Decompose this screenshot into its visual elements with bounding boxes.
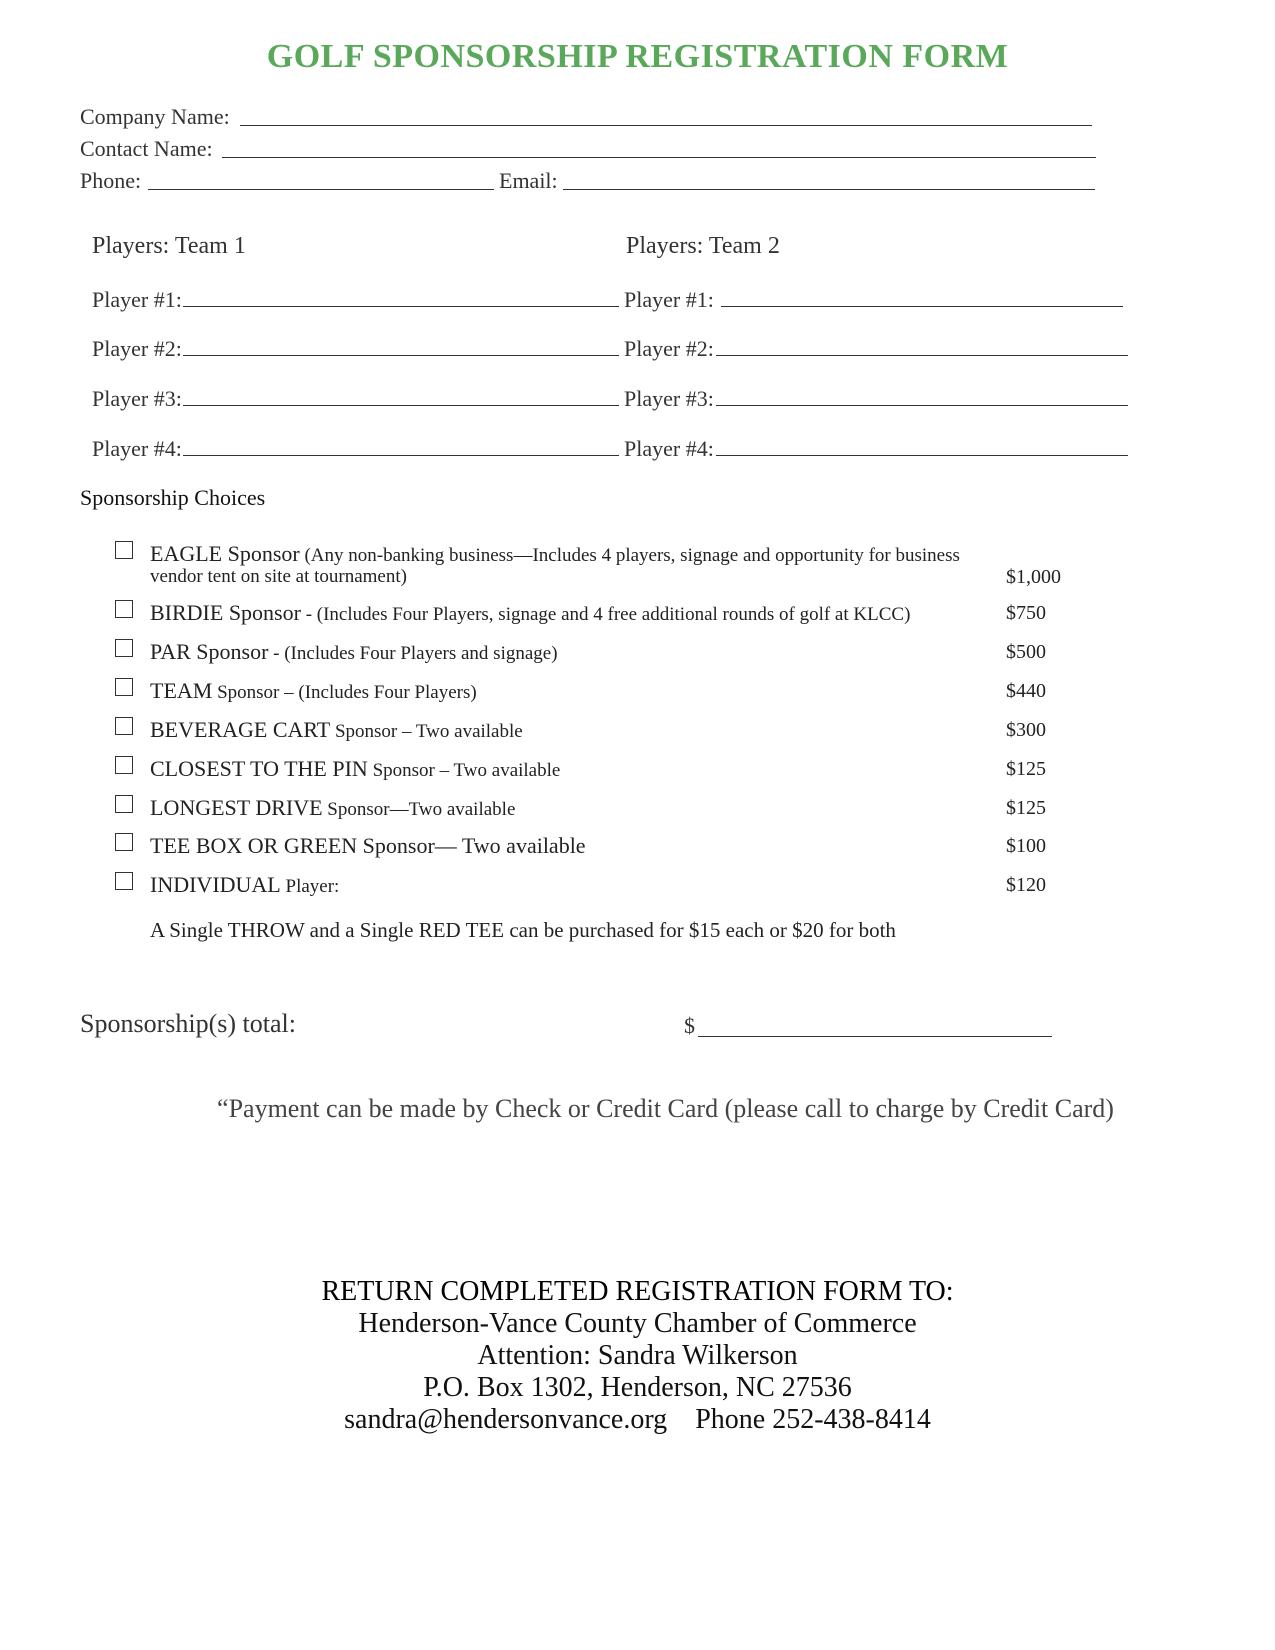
tee-box-option [150, 833, 586, 859]
team2-player-4-field[interactable] [716, 455, 1128, 456]
tee-box-price: $100 [1006, 835, 1046, 857]
birdie-checkbox[interactable] [115, 600, 133, 618]
longest-drive-name: LONGEST DRIVE [150, 795, 323, 820]
closest-pin-option [150, 756, 560, 782]
individual-checkbox[interactable] [115, 872, 133, 890]
team-desc: Sponsor – (Includes Four Players) [212, 682, 477, 703]
birdie-option [150, 600, 910, 626]
par-checkbox[interactable] [115, 639, 133, 657]
longest-drive-price: $125 [1006, 797, 1046, 819]
birdie-desc: - (Includes Four Players, signage and 4 free additional rounds of golf at KLCC) [300, 604, 911, 625]
team1-player-2-label: Player #2: [92, 336, 182, 361]
beverage-cart-desc: Sponsor – Two available [330, 721, 523, 742]
team2-player-2-label: Player #2: [624, 336, 714, 361]
beverage-cart-checkbox[interactable] [115, 717, 133, 735]
team-option [150, 678, 477, 704]
contact-name-field[interactable] [222, 157, 1096, 158]
tee-box-checkbox[interactable] [115, 833, 133, 851]
longest-drive-option [150, 795, 515, 821]
individual-name: INDIVIDUAL [150, 872, 281, 897]
team-price: $440 [1006, 680, 1046, 702]
company-name-field[interactable] [240, 125, 1092, 126]
birdie-price: $750 [1006, 602, 1046, 624]
team2-player-1-label: Player #1: [624, 287, 714, 312]
longest-drive-desc: Sponsor—Two available [322, 799, 516, 820]
return-email[interactable]: sandra@hendersonvance.org [344, 1404, 668, 1435]
team1-player-1-label: Player #1: [92, 287, 182, 312]
beverage-cart-name: BEVERAGE CART [150, 717, 331, 742]
longest-drive-checkbox[interactable] [115, 795, 133, 813]
beverage-cart-option [150, 717, 523, 743]
par-desc: - (Includes Four Players and signage) [268, 643, 558, 664]
individual-option [150, 872, 339, 898]
team2-player-3-label: Player #3: [624, 386, 714, 411]
team2-player-2-field[interactable] [716, 355, 1128, 356]
individual-price: $120 [1006, 874, 1046, 896]
sponsorship-total-field[interactable] [698, 1036, 1052, 1037]
return-phone: Phone 252-438-8414 [695, 1404, 931, 1435]
eagle-name: EAGLE Sponsor [150, 541, 300, 566]
return-attention: Attention: Sandra Wilkerson [477, 1340, 798, 1371]
sponsorship-total-label: Sponsorship(s) total: [80, 1009, 296, 1038]
payment-note: “Payment can be made by Check or Credit Card (please call to charge by Credit Card) [217, 1094, 1114, 1123]
phone-field[interactable] [148, 189, 494, 190]
beverage-cart-price: $300 [1006, 719, 1046, 741]
eagle-price: $1,000 [1006, 566, 1061, 588]
tee-box-desc: — Two available [434, 833, 586, 858]
team1-player-1-field[interactable] [183, 306, 619, 307]
form-title: GOLF SPONSORSHIP REGISTRATION FORM [266, 38, 1009, 75]
closest-pin-checkbox[interactable] [115, 756, 133, 774]
email-label: Email: [499, 168, 558, 193]
company-name-label: Company Name: [80, 104, 230, 129]
closest-pin-price: $125 [1006, 758, 1046, 780]
team2-player-4-label: Player #4: [624, 436, 714, 461]
eagle-option [150, 541, 960, 567]
eagle-desc-line2: vendor tent on site at tournament) [150, 566, 407, 587]
return-heading: RETURN COMPLETED REGISTRATION FORM TO: [321, 1276, 954, 1307]
team2-player-1-field[interactable] [721, 306, 1123, 307]
team1-player-2-field[interactable] [183, 355, 619, 356]
par-option [150, 639, 558, 665]
throw-tee-note: A Single THROW and a Single RED TEE can be purchased for $15 each or $20 for both [150, 918, 896, 942]
birdie-name: BIRDIE Sponsor [150, 600, 301, 625]
phone-label: Phone: [80, 168, 142, 193]
team-checkbox[interactable] [115, 678, 133, 696]
tee-box-name: TEE BOX OR GREEN Sponsor [150, 833, 435, 858]
team1-player-3-field[interactable] [183, 405, 619, 406]
eagle-checkbox[interactable] [115, 541, 133, 559]
contact-name-label: Contact Name: [80, 136, 213, 161]
closest-pin-name: CLOSEST TO THE PIN [150, 756, 368, 781]
team1-player-4-label: Player #4: [92, 436, 182, 461]
total-currency-symbol: $ [684, 1013, 695, 1038]
par-name: PAR Sponsor [150, 639, 269, 664]
return-contact-line [0, 1404, 1275, 1436]
return-org: Henderson-Vance County Chamber of Commerce [358, 1308, 917, 1339]
team2-player-3-field[interactable] [716, 405, 1128, 406]
individual-desc: Player: [280, 876, 340, 897]
email-field[interactable] [563, 189, 1095, 190]
team1-player-4-field[interactable] [183, 455, 619, 456]
team-name: TEAM [150, 678, 213, 703]
closest-pin-desc: Sponsor – Two available [367, 760, 561, 781]
return-address: P.O. Box 1302, Henderson, NC 27536 [423, 1372, 852, 1403]
team1-player-3-label: Player #3: [92, 386, 182, 411]
eagle-desc: (Any non-banking business—Includes 4 players, signage and opportunity for business [299, 545, 960, 566]
par-price: $500 [1006, 641, 1046, 663]
team-2-heading: Players: Team 2 [626, 233, 780, 259]
team-1-heading: Players: Team 1 [92, 233, 246, 259]
sponsorship-heading: Sponsorship Choices [80, 485, 266, 510]
